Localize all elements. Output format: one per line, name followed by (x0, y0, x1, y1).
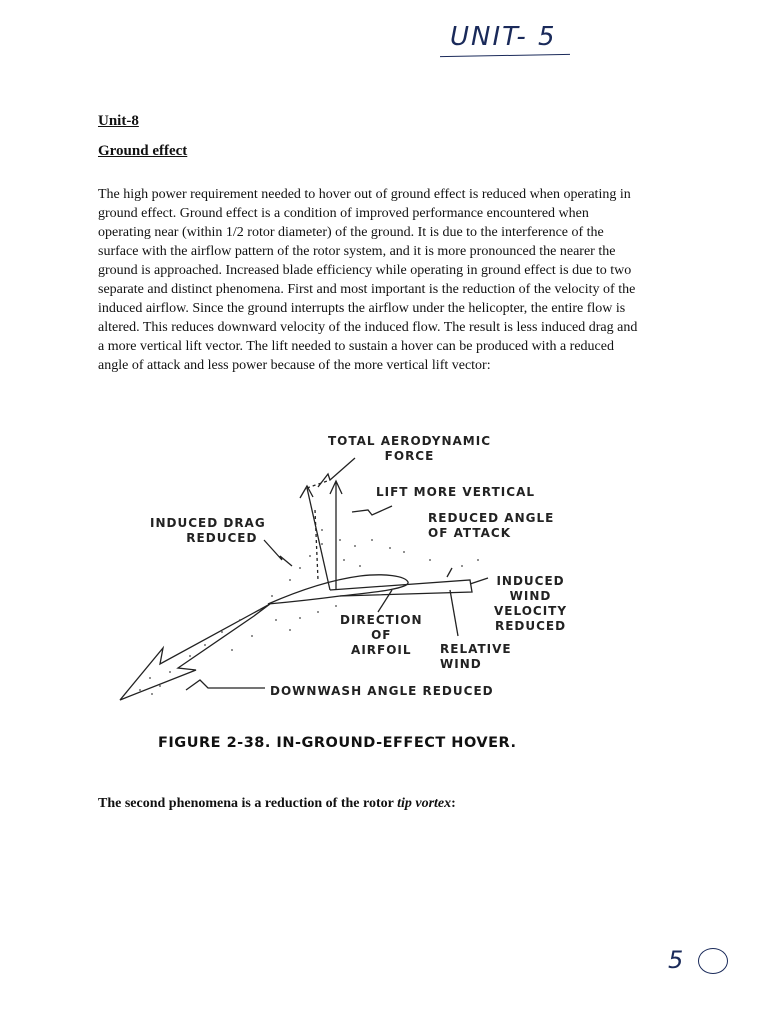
label-line: WIND (440, 657, 482, 671)
second-paragraph-italic: tip vortex (397, 796, 452, 811)
paragraph-line: angle of attack and less power because of the more vertical lift vector: (98, 358, 491, 373)
label-line: FORCE (384, 449, 435, 463)
label-reduced-angle-of-attack (428, 511, 554, 541)
airflow-dots (139, 529, 479, 695)
label-line: TOTAL AERODYNAMIC (328, 434, 491, 448)
label-total-aerodynamic-force (328, 434, 491, 464)
label-lift-more-vertical: LIFT MORE VERTICAL (376, 485, 536, 499)
paragraph-line: separate and distinct phenomena. First and most important is the reduction of the velocity of the (98, 282, 636, 297)
paragraph-line: surface with the airflow pattern of the rotor system, and it is more pronounced the nearer the (98, 244, 616, 259)
label-line: REDUCED (186, 531, 258, 545)
paragraph-line: induced airflow. Since the ground interrupts the airflow under the helicopter, the entire flow is (98, 301, 626, 316)
label-line: DIRECTION (340, 613, 423, 627)
unit-label: Unit-8 (98, 113, 139, 129)
label-line: RELATIVE (440, 642, 512, 656)
paragraph-line: operating near (within 1/2 rotor diameter) of the ground. It is due to the interference of the (98, 225, 604, 240)
paragraph-line: ground is approached. Increased blade efficiency while operating in ground effect is due to two (98, 263, 632, 278)
label-line: INDUCED DRAG (150, 516, 266, 530)
handwritten-unit-note: UNIT- 5 (450, 22, 557, 52)
label-line: OF (371, 628, 392, 642)
total-aero-force-vector (307, 488, 330, 590)
label-line: AIRFOIL (351, 643, 412, 657)
label-line: VELOCITY (494, 604, 568, 618)
label-line: REDUCED (494, 619, 567, 633)
paragraph-line: a more vertical lift vector. The lift needed to sustain a hover can be produced with a reduced (98, 339, 614, 354)
handwritten-page-circle (698, 948, 728, 974)
downwash-arrow (120, 604, 270, 700)
label-line: WIND (509, 589, 552, 603)
figure-caption: FIGURE 2-38. IN-GROUND-EFFECT HOVER. (158, 735, 517, 751)
second-paragraph (98, 796, 456, 812)
label-induced-wind-velocity-reduced (494, 574, 567, 634)
label-direction-of-airfoil (340, 613, 423, 658)
label-line: INDUCED (496, 574, 565, 588)
label-induced-drag-reduced (150, 516, 266, 546)
handwritten-page-number: 5 (668, 946, 684, 974)
paragraph-line: altered. This reduces downward velocity of the induced flow. The result is less induced drag and (98, 320, 638, 335)
label-relative-wind (440, 642, 512, 672)
second-paragraph-text: The second phenomena is a reduction of the rotor (98, 796, 398, 811)
paragraph-line: The high power requirement needed to hover out of ground effect is reduced when operating in (98, 187, 631, 202)
second-paragraph-end: : (451, 796, 456, 811)
label-line: REDUCED ANGLE (428, 511, 555, 525)
section-title: Ground effect (98, 143, 188, 159)
label-line: OF ATTACK (428, 526, 512, 540)
paragraph-line: ground effect. Ground effect is a condition of improved performance encountered when (98, 206, 589, 221)
label-downwash-angle-reduced: DOWNWASH ANGLE REDUCED (270, 684, 494, 698)
